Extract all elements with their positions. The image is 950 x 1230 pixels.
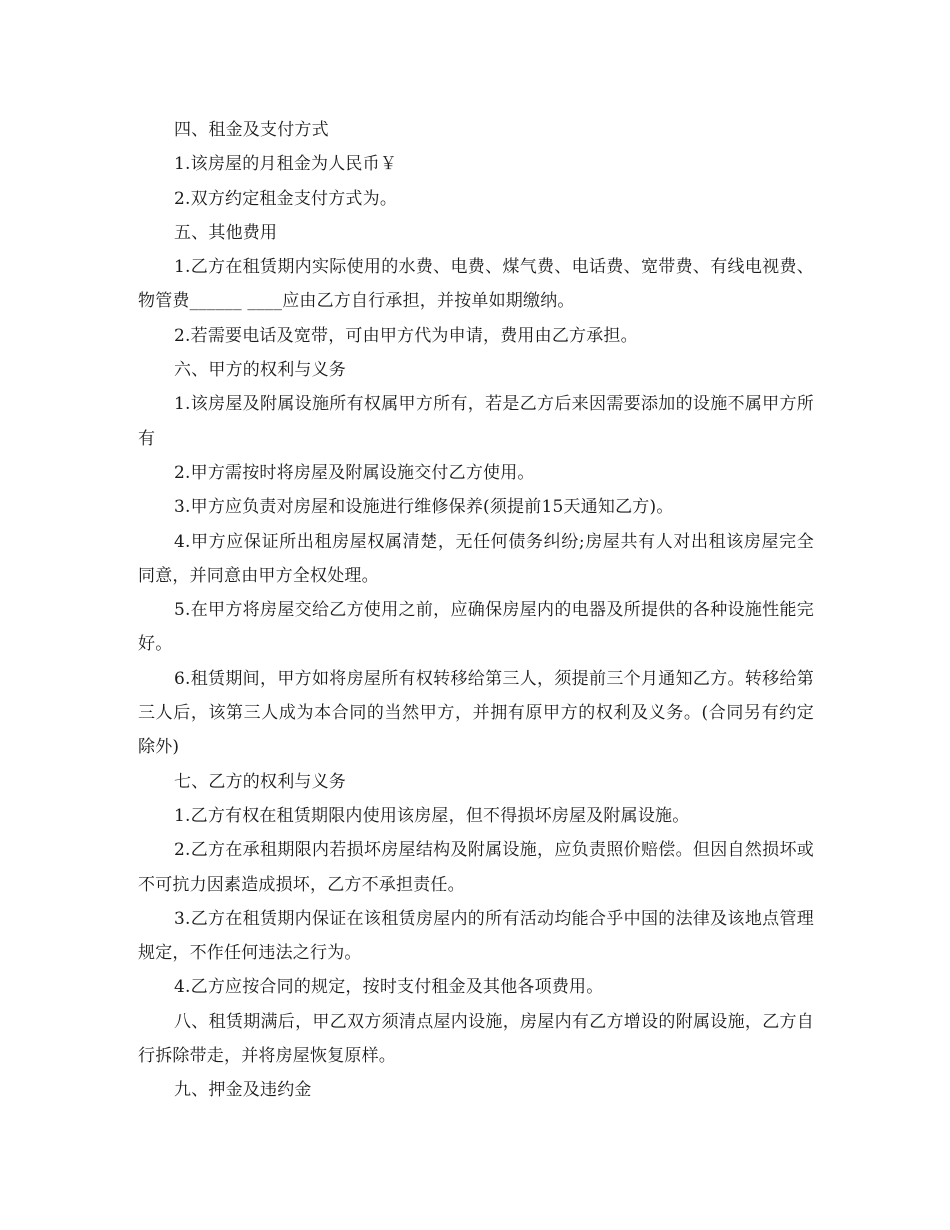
section-heading-party-b: 七、乙方的权利与义务 (174, 771, 346, 792)
section-heading-party-a: 六、甲方的权利与义务 (174, 360, 346, 381)
clause-paragraph: 5.在甲方将房屋交给乙方使用之前，应确保房屋内的电器及所提供的各种设施性能完好。 (138, 600, 814, 655)
clause-paragraph: 4.乙方应按合同的规定，按时支付租金及其他各项费用。 (174, 977, 604, 998)
contract-body (138, 113, 814, 1108)
clause-paragraph: 2.双方约定租金支付方式为。 (174, 188, 398, 209)
clause-paragraph: 3.甲方应负责对房屋和设施进行维修保养(须提前15天通知乙方)。 (174, 497, 674, 518)
section-heading-deposit: 九、押金及违约金 (174, 1080, 312, 1101)
section-heading-lease-end: 八、租赁期满后，甲乙双方须清点屋内设施，房屋内有乙方增设的附属设施，乙方自行拆除带走，并将房屋恢复原样。 (138, 1011, 814, 1067)
clause-paragraph: 1.乙方在租赁期内实际使用的水费、电费、煤气费、电话费、宽带费、有线电视费、物管费______ ____应由乙方自行承担，并按单如期缴纳。 (138, 257, 814, 312)
clause-paragraph: 1.该房屋的月租金为人民币￥ (174, 154, 398, 175)
clause-paragraph: 2.若需要电话及宽带，可由甲方代为申请，费用由乙方承担。 (174, 325, 638, 346)
clause-paragraph: 6.租赁期间，甲方如将房屋所有权转移给第三人，须提前三个月通知乙方。转移给第三人后，该第三人成为本合同的当然甲方，并拥有原甲方的权利及义务。(合同另有约定除外) (138, 668, 814, 758)
section-heading-other-fees: 五、其他费用 (174, 222, 278, 243)
clause-paragraph: 4.甲方应保证所出租房屋权属清楚，无任何债务纠纷;房屋共有人对出租该房屋完全同意，并同意由甲方全权处理。 (138, 531, 814, 586)
clause-paragraph: 1.乙方有权在租赁期限内使用该房屋，但不得损坏房屋及附属设施。 (174, 805, 690, 826)
clause-paragraph: 2.甲方需按时将房屋及附属设施交付乙方使用。 (174, 462, 535, 483)
clause-paragraph: 3.乙方在租赁期内保证在该租赁房屋内的所有活动均能合乎中国的法律及该地点管理规定，不作任何违法之行为。 (138, 908, 814, 964)
clause-paragraph: 2.乙方在承租期限内若损坏房屋结构及附属设施，应负责照价赔偿。但因自然损坏或不可抗力因素造成损坏，乙方不承担责任。 (138, 840, 814, 895)
clause-paragraph: 1.该房屋及附属设施所有权属甲方所有，若是乙方后来因需要添加的设施不属甲方所有 (138, 394, 814, 449)
section-heading-rent: 四、租金及支付方式 (174, 120, 329, 140)
